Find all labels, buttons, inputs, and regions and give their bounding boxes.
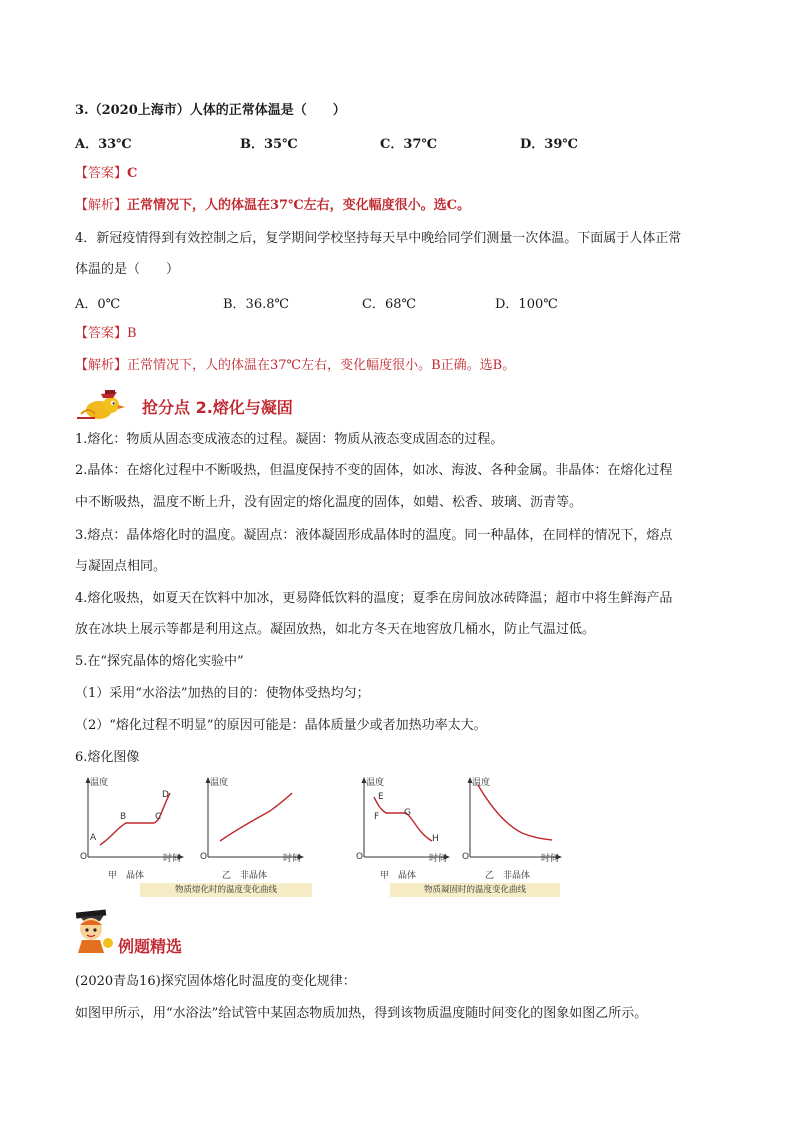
point-1: 1.熔化：物质从固态变成液态的过程。凝固：物质从液态变成固态的过程。 [75,432,504,447]
q3-analysis [75,196,719,216]
caption-solidification-curve: 物质凝固时的温度变化曲线 [390,883,560,897]
mascot-student-icon [70,905,118,955]
answer-value: B [127,326,137,341]
point-4-line1: 4.熔化吸热，如夏天在饮料中加冰，更易降低饮料的温度；夏季在房间放冰砖降温；超市中将生鲜海产品 [75,591,673,606]
graph-amorphous-melting [196,775,306,863]
graph3-label-f: F [374,812,380,822]
graph1-caption: 甲 晶体 [108,871,145,881]
point-2-line2: 中不断吸热，温度不断上升，没有固定的熔化温度的固体，如蜡、松香、玻璃、沥青等。 [75,495,583,510]
graph3-label-g: G [404,808,411,818]
analysis-tag: 【解析】 [75,198,128,213]
graph3-label-e: E [378,792,384,802]
graph2-caption: 乙 非晶体 [222,871,268,881]
q3-option-a: A．33℃ [75,137,132,152]
point-3-line1: 3.熔点：晶体熔化时的温度。凝固点：液体凝固形成晶体时的温度。同一种晶体，在同样的情况下，熔点 [75,528,673,543]
q3-option-b: B．35℃ [240,137,298,152]
q3-option-c: C．37℃ [380,137,438,152]
q3-answer [75,164,719,184]
section-title-examples: 例题精选 [118,937,183,956]
example-line2: 如图甲所示，用“水浴法”给试管中某固态物质加热，得到该物质温度随时间变化的图象如图乙所示。 [75,1006,648,1021]
analysis-text: 正常情况下，人的体温在37℃左右，变化幅度很小。选C。 [127,198,471,213]
graph1-axis-x: 时间 [163,854,182,864]
section-title-melting: 抢分点 2.熔化与凝固 [142,398,293,417]
graph3-label-h: H [432,834,439,844]
q3-stem: 3.（2020上海市）人体的正常体温是（ ） [75,103,346,118]
q4-stem-line2: 体温的是（ ） [75,262,180,277]
graph-crystal-solidification [352,775,452,863]
graph1-label-d: D [162,790,169,800]
example-line1: (2020青岛16)探究固体熔化时温度的变化规律： [75,974,356,989]
mascot-bird-icon [75,388,137,422]
graph2-axis-y: 温度 [210,778,229,788]
graph4-origin: O [462,852,470,862]
q4-option-d: D．100℃ [495,297,558,312]
graph1-label-c: C [155,812,162,822]
q4-stem-line1: 4．新冠疫情得到有效控制之后，复学期间学校坚持每天早中晚给同学们测量一次体温。下面属于人体正常 [75,231,682,246]
graph3-axis-x: 时间 [429,854,448,864]
q4-option-c: C．68℃ [362,297,417,312]
graph1-origin: O [80,852,88,862]
graph4-axis-x: 时间 [541,854,560,864]
graph2-axis-x: 时间 [283,854,302,864]
answer-tag: 【答案】 [75,326,128,341]
point-3-line2: 与凝固点相同。 [75,559,167,574]
q4-option-a: A．0℃ [75,297,121,312]
q4-option-b: B．36.8℃ [223,297,290,312]
graph2-origin: O [200,852,208,862]
graph-amorphous-solidification [458,775,564,863]
q4-answer [75,324,719,344]
point-6: 6.熔化图像 [75,750,140,765]
graph1-label-b: B [120,812,127,822]
answer-value: C [127,166,138,181]
point-5-sub2: （2）“熔化过程不明显”的原因可能是：晶体质量少或者加热功率太大。 [75,718,487,733]
graph3-axis-y: 温度 [366,778,385,788]
analysis-tag: 【解析】 [75,358,128,373]
graph1-axis-y: 温度 [90,778,109,788]
caption-melting-curve: 物质熔化时的温度变化曲线 [140,883,312,897]
graph4-axis-y: 温度 [472,778,491,788]
point-2-line1: 2.晶体：在熔化过程中不断吸热，但温度保持不变的固体，如冰、海波、各种金属。非晶体：在熔化过程 [75,463,673,478]
point-5-sub1: （1）采用“水浴法”加热的目的：使物体受热均匀； [75,686,370,701]
q3-option-d: D．39℃ [520,137,578,152]
graph4-caption: 乙 非晶体 [485,871,531,881]
q4-analysis [75,356,719,376]
analysis-text: 正常情况下，人的体温在37℃左右，变化幅度很小。B正确。选B。 [127,358,516,373]
graph3-caption: 甲 晶体 [380,871,417,881]
point-5: 5.在“探究晶体的熔化实验中” [75,654,244,669]
point-4-line2: 放在冰块上展示等都是利用这点。凝固放热，如北方冬天在地窖放几桶水，防止气温过低。 [75,622,596,637]
graph3-origin: O [356,852,364,862]
graph-crystal-melting [76,775,186,863]
graph1-label-a: A [90,833,97,843]
answer-tag: 【答案】 [75,166,128,181]
